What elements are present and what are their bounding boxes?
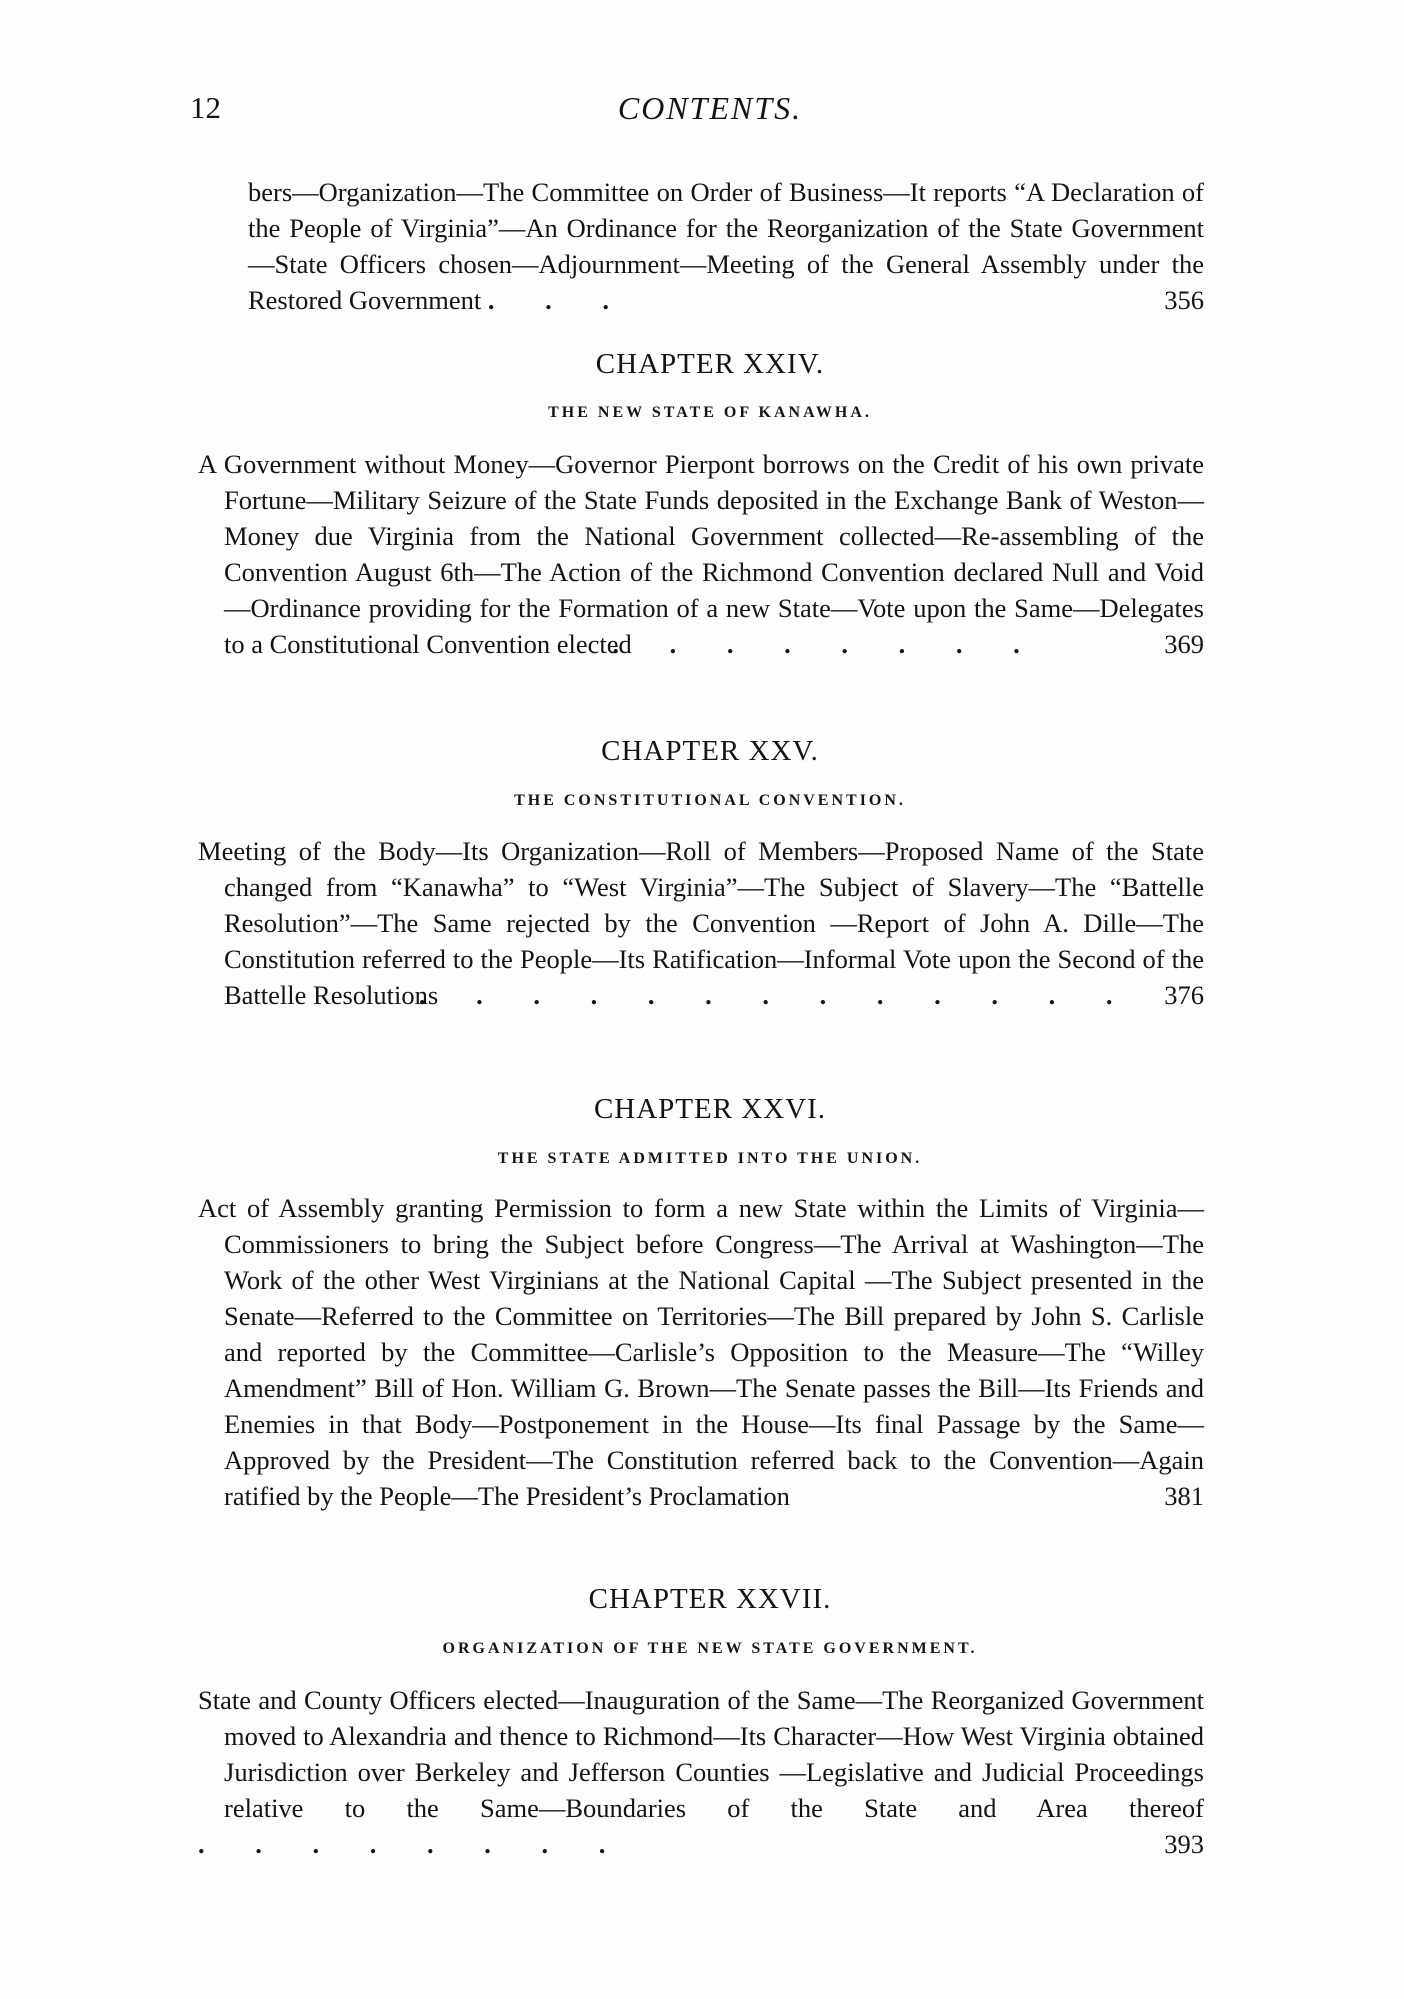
chapter-summary [198,1682,1204,1862]
chapter-heading: CHAPTER XXVI. [593,1093,827,1125]
chapter-subtitle: THE NEW STATE OF KANAWHA. [548,404,872,421]
running-title: CONTENTS. [617,90,803,126]
entry-page-number: 376 [1164,980,1204,1010]
entry-summary: A Government without Money—Governor Pierpont borrows on the Credit of his own private Fortune—Military Seizure of the State Funds deposited in the Exchange Bank of Weston—Money due Virginia from the National Government collected—Re-assembling of the Convention August 6th—The Action of the Richmond Convention declared Null and Void—Ordinance providing for the Formation of a new State—Vote upon the Same—Delegates to a Constitutional Convention elected [198,449,1204,659]
entry-page-number: 356 [1164,285,1204,315]
dot-leader: . . . . . . . . . . . . . [418,980,1135,1010]
chapter-heading: CHAPTER XXV. [601,735,819,767]
chapter-summary [198,446,1204,662]
dot-leader: . . . . . . . . [198,1829,628,1859]
chapter-heading: CHAPTER XXVII. [588,1583,832,1615]
entry-summary: Meeting of the Body—Its Organization—Roll of Members—Proposed Name of the State changed from “Kanawha” to “West Virginia”—The Subject of Slavery—The “Battelle Resolution”—The Same rejected by the Convention —Report of John A. Dille—The Constitution referred to the People—Its Ratification—Informal Vote upon the Second of the Battelle Resolutions [198,836,1204,1010]
chapter-summary [198,833,1204,1013]
chapter-subtitle: ORGANIZATION OF THE NEW STATE GOVERNMENT. [442,1640,978,1657]
running-head [190,90,1230,130]
entry-summary: Act of Assembly granting Permission to form a new State within the Limits of Virginia—Commissioners to bring the Subject before Congress—The Arrival at Washington—The Work of the other West Virginians at the National Capital —The Subject presented in the Senate—Referred to the Committee on Territories—The Bill prepared by John S. Carlisle and reported by the Committee—Carlisle’s Opposition to the Measure—The “Willey Amendment” Bill of Hon. William G. Brown—The Senate passes the Bill—Its Friends and Enemies in that Body—Postponement in the House—Its final Passage by the Same—Approved by the President—The Constitution referred back to the Convention—Again ratified by the People—The President’s Proclamation [198,1193,1204,1511]
dot-leader: . . . . . . . . [612,629,1042,659]
entry-page-number: 393 [1164,1829,1204,1859]
entry-summary: State and County Officers elected—Inauguration of the Same—The Reorganized Government moved to Alexandria and thence to Richmond—Its Character—How West Virginia obtained Jurisdiction over Berkeley and Jefferson Counties —Legislative and Judicial Proceedings relative to the Same—Boundaries of the State and Area thereof [198,1685,1204,1823]
entry-summary: bers—Organization—The Committee on Order of Business—It reports “A Declaration of the People of Virginia”—An Ordinance for the Reorganization of the State Government—State Officers chosen—Adjournment—Meeting of the General Assembly under the Restored Government [248,177,1204,315]
continued-entry [222,174,1204,318]
dot-leader: . . . [487,285,632,315]
chapter-subtitle: THE CONSTITUTIONAL CONVENTION. [514,792,906,809]
entry-page-number: 381 [1164,1481,1204,1511]
entry-page-number: 369 [1164,629,1204,659]
chapter-summary [198,1190,1204,1514]
chapter-heading: CHAPTER XXIV. [595,348,825,380]
page-number: 12 [190,90,221,125]
chapter-subtitle: THE STATE ADMITTED INTO THE UNION. [497,1150,923,1167]
